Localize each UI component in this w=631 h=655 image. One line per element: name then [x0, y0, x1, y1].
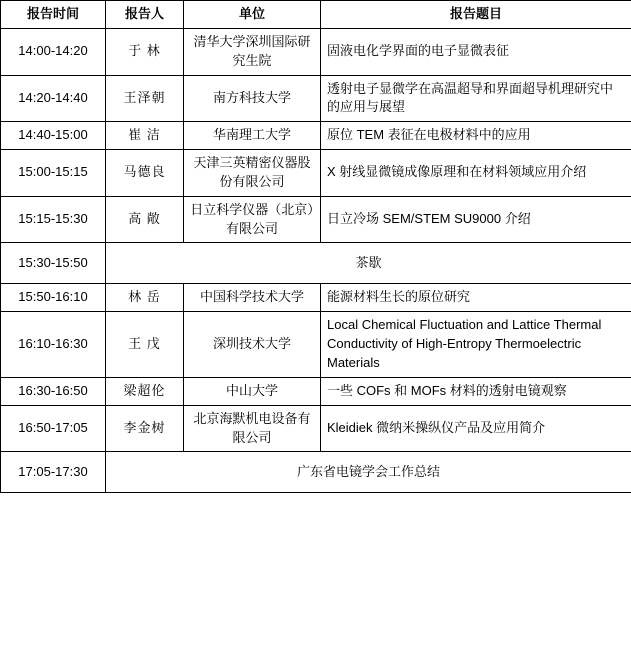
cell-time: 17:05-17:30 — [1, 452, 106, 493]
cell-organization: 天津三英精密仪器股份有限公司 — [184, 150, 321, 197]
cell-time: 14:40-15:00 — [1, 122, 106, 150]
cell-talk-title: X 射线显微镜成像原理和在材料领域应用介绍 — [321, 150, 631, 197]
cell-time: 14:00-14:20 — [1, 28, 106, 75]
cell-time: 15:15-15:30 — [1, 196, 106, 243]
header-row — [1, 1, 631, 29]
cell-time: 16:30-16:50 — [1, 377, 106, 405]
cell-person: 马德良 — [106, 150, 184, 197]
cell-person: 梁超伦 — [106, 377, 184, 405]
table-row — [1, 122, 631, 150]
cell-talk-title: 透射电子显微学在高温超导和界面超导机理研究中的应用与展望 — [321, 75, 631, 122]
cell-time: 16:50-17:05 — [1, 405, 106, 452]
cell-person: 李金树 — [106, 405, 184, 452]
table-row — [1, 405, 631, 452]
cell-talk-title: 原位 TEM 表征在电极材料中的应用 — [321, 122, 631, 150]
cell-organization: 中国科学技术大学 — [184, 284, 321, 312]
cell-person: 高 敞 — [106, 196, 184, 243]
cell-talk-title: 固液电化学界面的电子显微表征 — [321, 28, 631, 75]
cell-person: 林 岳 — [106, 284, 184, 312]
cell-organization: 南方科技大学 — [184, 75, 321, 122]
cell-talk-title: Local Chemical Fluctuation and Lattice Thermal Conductivity of High-Entropy Thermoelectric Materials — [321, 312, 631, 378]
table-row — [1, 196, 631, 243]
cell-talk-title: 一些 COFs 和 MOFs 材料的透射电镜观察 — [321, 377, 631, 405]
cell-time: 14:20-14:40 — [1, 75, 106, 122]
table-row — [1, 150, 631, 197]
cell-time: 16:10-16:30 — [1, 312, 106, 378]
cell-talk-title: 能源材料生长的原位研究 — [321, 284, 631, 312]
table-body — [1, 28, 631, 493]
cell-organization: 北京海默机电设备有限公司 — [184, 405, 321, 452]
cell-session-note: 茶歇 — [106, 243, 631, 284]
cell-person: 于 林 — [106, 28, 184, 75]
cell-organization: 清华大学深圳国际研究生院 — [184, 28, 321, 75]
table-row — [1, 377, 631, 405]
cell-organization: 华南理工大学 — [184, 122, 321, 150]
cell-organization: 深圳技术大学 — [184, 312, 321, 378]
table-row — [1, 28, 631, 75]
cell-organization: 日立科学仪器（北京）有限公司 — [184, 196, 321, 243]
table-row — [1, 452, 631, 493]
column-header-organization: 单位 — [184, 1, 321, 29]
cell-person: 崔 洁 — [106, 122, 184, 150]
cell-time: 15:50-16:10 — [1, 284, 106, 312]
column-header-time: 报告时间 — [1, 1, 106, 29]
cell-time: 15:00-15:15 — [1, 150, 106, 197]
cell-person: 王 戊 — [106, 312, 184, 378]
table-row — [1, 312, 631, 378]
cell-time: 15:30-15:50 — [1, 243, 106, 284]
cell-talk-title: 日立冷场 SEM/STEM SU9000 介绍 — [321, 196, 631, 243]
cell-person: 王泽朝 — [106, 75, 184, 122]
cell-talk-title: Kleidiek 微纳米操纵仪产品及应用简介 — [321, 405, 631, 452]
table-row — [1, 243, 631, 284]
cell-session-note: 广东省电镜学会工作总结 — [106, 452, 631, 493]
column-header-title: 报告题目 — [321, 1, 631, 29]
column-header-person: 报告人 — [106, 1, 184, 29]
table-row — [1, 75, 631, 122]
table-header — [1, 1, 631, 29]
table-row — [1, 284, 631, 312]
cell-organization: 中山大学 — [184, 377, 321, 405]
